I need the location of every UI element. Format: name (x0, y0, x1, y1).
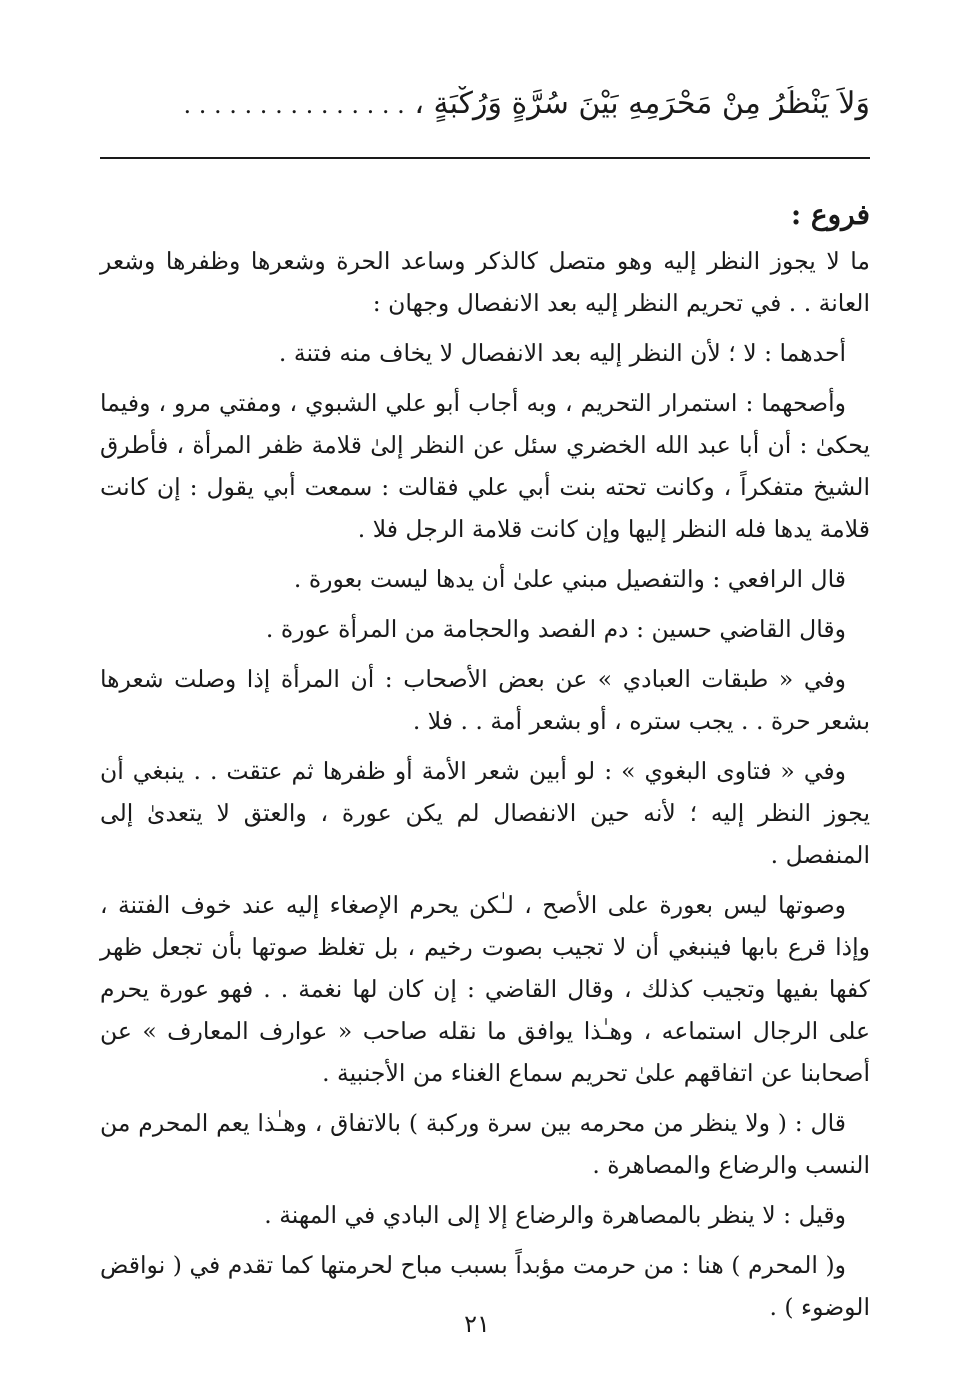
paragraph: وأصحهما : استمرار التحريم ، وبه أجاب أبو علي الشبوي ، ومفتي مرو ، وفيما يحكىٰ : أن أبا عبد الله الخضري سئل عن النظر إلىٰ قلامة ظفر المرأة ، فأطرق الشيخ متفكراً ، وكانت تحته بنت أبي علي فقالت : سمعت أبي يقول : إن كانت قلامة يدها فله النظر إليها وإن كانت قلامة الرجل فلا . (100, 389, 870, 543)
paragraph: وصوتها ليس بعورة على الأصح ، لـٰكن يحرم الإصغاء إليه عند خوف الفتنة ، وإذا قرع بابها فينبغي أن لا تجيب بصوت رخيم ، بل تغلظ صوتها بأن تجعل ظهر كفها بفيها وتجيب كذلك ، وقال القاضي : إن كان لها نغمة . . فهو عورة يحرم على الرجال استماعه ، وهـٰذا يوافق ما نقله صاحب « عوارف المعارف » عن أصحابنا عن اتفاقهم علىٰ تحريم سماع الغناء من الأجنبية . (100, 891, 870, 1087)
page-number: ٢١ (464, 1310, 490, 1338)
paragraph: أحدهما : لا ؛ لأن النظر إليه بعد الانفصال لا يخاف منه فتنة . (278, 339, 846, 367)
header-dots: . . . . . . . . . . . . . . . (183, 91, 405, 119)
section-heading: فروع : (790, 198, 870, 231)
paragraph: قال : ( ولا ينظر من محرمه بين سرة وركبة ) بالاتفاق ، وهـٰذا يعم المحرم من النسب والرضاع والمصاهرة . (100, 1109, 870, 1179)
page-body (100, 190, 870, 1336)
paragraph: قال الرافعي : والتفصيل مبني علىٰ أن يدها ليست بعورة . (293, 565, 846, 593)
paragraph: وفي « فتاوى البغوي » : لو أبين شعر الأمة أو ظفرها ثم عتقت . . ينبغي أن يجوز النظر إليه ؛ لأنه حين الانفصال لم يكن عورة ، والعتق لا يتعدىٰ إلى المنفصل . (100, 757, 870, 869)
header-verse: وَلاَ يَنْظُرُ مِنْ مَحْرَمِهِ بَيْنَ سُرَّةٍ وَرُكْبَةٍ ، (414, 86, 870, 121)
paragraph: وقيل : لا ينظر بالمصاهرة والرضاع إلا إلى البادي في المهنة . (264, 1201, 846, 1229)
paragraph: ما لا يجوز النظر إليه وهو متصل كالذكر وساعد الحرة وشعرها وظفرها وشعر العانة . . في تحريم النظر إليه بعد الانفصال وجهان : (100, 247, 870, 317)
paragraph: وفي « طبقات العبادي » عن بعض الأصحاب : أن المرأة إذا وصلت شعرها بشعر حرة . . يجب ستره ، أو بشعر أمة . . فلا . (100, 665, 870, 735)
paragraph: وقال القاضي حسين : دم الفصد والحجامة من المرأة عورة . (265, 615, 846, 643)
header-rule (100, 157, 870, 159)
paragraph: و( المحرم ) هنا : من حرمت مؤبداً بسبب مباح لحرمتها كما تقدم في ( نواقض الوضوء ) . (100, 1251, 870, 1321)
running-header (100, 86, 870, 146)
